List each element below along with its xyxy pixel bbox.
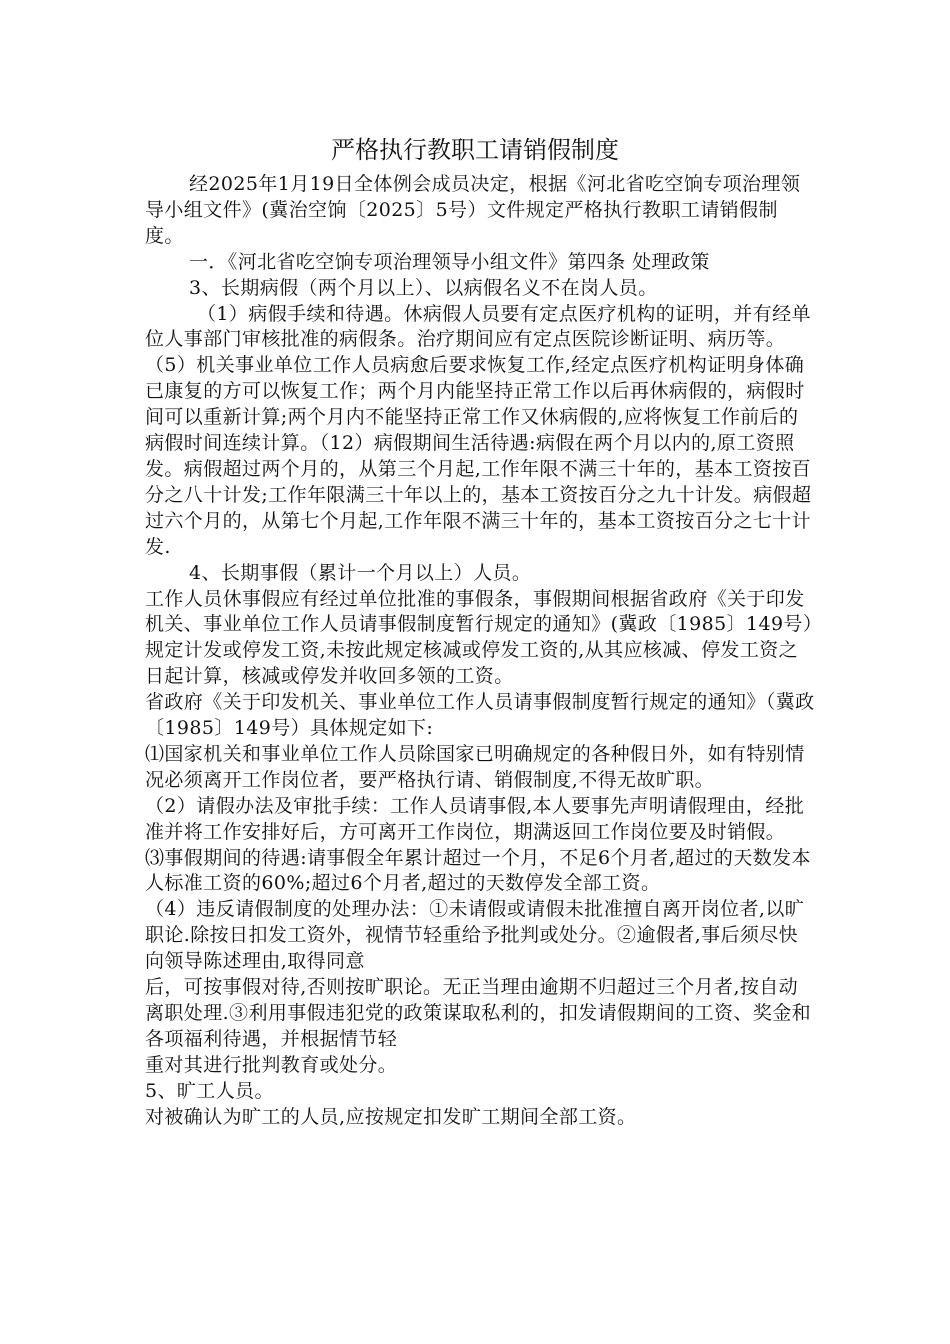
paragraph-rule-2: （2）请假办法及审批手续：工作人员请事假,本人要事先声明请假理由，经批准并将工作安排好后，方可离开工作岗位，期满返回工作岗位要及时销假。 [145,794,805,843]
paragraph-rule-4-continued: 后，可按事假对待,否则按旷职论。无正当理由逾期不归超过三个月者,按自动离职处理.③利用事假违犯党的政策谋取私利的，扣发请假期间的工资、奖金和各项福利待遇，并根据情节轻 [145,976,812,1050]
document-title: 严格执行教职工请销假制度 [331,136,619,164]
paragraph-sick-leave: （1）病假手续和待遇。休病假人员要有定点医疗机构的证明，并有经单位人事部门审核批准的病假条。治疗期间应有定点医院诊断证明、病历等。（5）机关事业单位工作人员病愈后要求恢复工作,经定点医疗机构证明身体确已康复的方可以恢复工作；两个月内能坚持正常工作以后再休病假的，病假时间可以重新计算;两个月内不能坚持正常工作又休病假的,应将恢复工作前后的病假时间连续计算。（12）病假期间生活待遇:病假在两个月以内的,原工资照发。病假超过两个月的，从第三个月起,工作年限不满三十年的，基本工资按百分之八十计发;工作年限满三十年以上的，基本工资按百分之九十计发。病假超过六个月的，从第七个月起,工作年限不满三十年的，基本工资按百分之七十计发. [145,302,812,558]
paragraph-absenteeism: 对被确认为旷工的人员,应按规定扣发旷工期间全部工资。 [145,1105,637,1128]
paragraph-personal-leave: 工作人员休事假应有经过单位批准的事假条，事假期间根据省政府《关于印发机关、事业单位工作人员请事假制度暂行规定的通知》(冀政〔1985〕149号）规定计发或停发工资,未按此规定核减或停发工资的,从其应核减、停发工资之日起计算，核减或停发并收回多领的工资。 [145,587,813,688]
paragraph-item-4-heading: 4、长期事假（累计一个月以上）人员。 [189,561,532,584]
paragraph-item-5-heading: 5、旷工人员。 [145,1079,274,1102]
paragraph-item-3-heading: 3、长期病假（两个月以上）、以病假名义不在岗人员。 [189,276,658,299]
paragraph-provincial-notice: 省政府《关于印发机关、事业单位工作人员请事假制度暂行规定的通知》（冀政〔1985〕149号）具体规定如下: [145,691,815,740]
paragraph-rule-4: （4）违反请假制度的处理办法：①未请假或请假未批准擅自离开岗位者,以旷职论.除按日扣发工资外，视情节轻重给予批判或处分。②逾假者,事后须尽快向领导陈述理由,取得同意 [145,898,805,973]
paragraph-rule-3: ⑶事假期间的待遇:请事假全年累计超过一个月，不足6个月者,超过的天数发本人标准工资的60%;超过6个月者,超过的天数停发全部工资。 [145,846,811,895]
paragraph-section-heading: 一．《河北省吃空饷专项治理领导小组文件》第四条 处理政策 [189,250,710,273]
paragraph-rule-4-end: 重对其进行批判教育或处分。 [145,1053,398,1076]
paragraph-intro: 经2025年1月19日全体例会成员决定，根据《河北省吃空饷专项治理领导小组文件》(冀治空饷〔2025〕5号）文件规定严格执行教职工请销假制度。 [145,173,801,247]
paragraph-rule-1: ⑴国家机关和事业单位工作人员除国家已明确规定的各种假日外，如有特别情况必须离开工作岗位者，要严格执行请、销假制度,不得无故旷职。 [145,742,805,791]
document-body [145,172,815,1131]
